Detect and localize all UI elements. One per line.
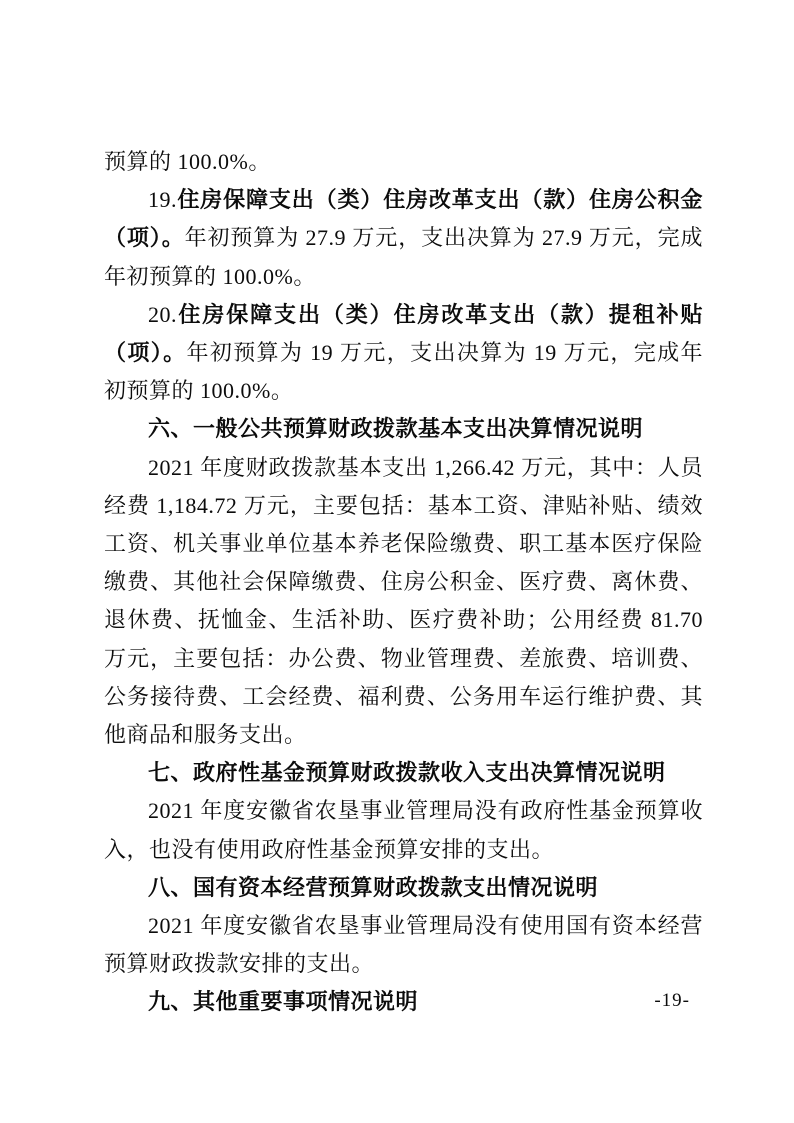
paragraph: [104, 181, 703, 296]
item-body: 年初预算为 19 万元，支出决算为 19 万元，完成年初预算的 100.0%。: [104, 340, 703, 404]
section-heading: 六、一般公共预算财政拨款基本支出决算情况说明: [148, 416, 644, 442]
section-heading: 七、政府性基金预算财政拨款收入支出决算情况说明: [148, 760, 666, 786]
paragraph: [104, 296, 703, 411]
section-heading: 九、其他重要事项情况说明: [148, 989, 419, 1015]
page-number: -19-: [654, 990, 690, 1011]
item-title: 住房保障支出（类）住房改革支出（款）住房公积金（项）。: [104, 187, 703, 251]
document-body: [104, 143, 703, 1022]
item-body: 年初预算为 27.9 万元，支出决算为 27.9 万元，完成年初预算的 100.0%。: [104, 225, 703, 289]
paragraph: 2021 年度财政拨款基本支出 1,266.42 万元，其中：人员经费 1,184.72 万元，主要包括：基本工资、津贴补贴、绩效工资、机关事业单位基本养老保险缴费、职工基本医疗保险缴费、其他社会保障缴费、住房公积金、医疗费、离休费、退休费、抚恤金、生活补助、医疗费补助；公用经费 81.70 万元，主要包括：办公费、物业管理费、差旅费、培训费、公务接待费、工会经费、福利费、公务用车运行维护费、其他商品和服务支出。: [104, 454, 703, 748]
section-heading: 八、国有资本经营预算财政拨款支出情况说明: [148, 874, 599, 900]
paragraph: 2021 年度安徽省农垦事业管理局没有政府性基金预算收入，也没有使用政府性基金预算安排的支出。: [104, 798, 703, 862]
item-title: 住房保障支出（类）住房改革支出（款）提租补贴（项）。: [104, 301, 703, 366]
item-number: 20.: [148, 301, 177, 327]
item-number: 19.: [148, 187, 177, 213]
paragraph: 预算的 100.0%。: [104, 149, 271, 174]
paragraph: 2021 年度安徽省农垦事业管理局没有使用国有资本经营预算财政拨款安排的支出。: [104, 913, 703, 977]
